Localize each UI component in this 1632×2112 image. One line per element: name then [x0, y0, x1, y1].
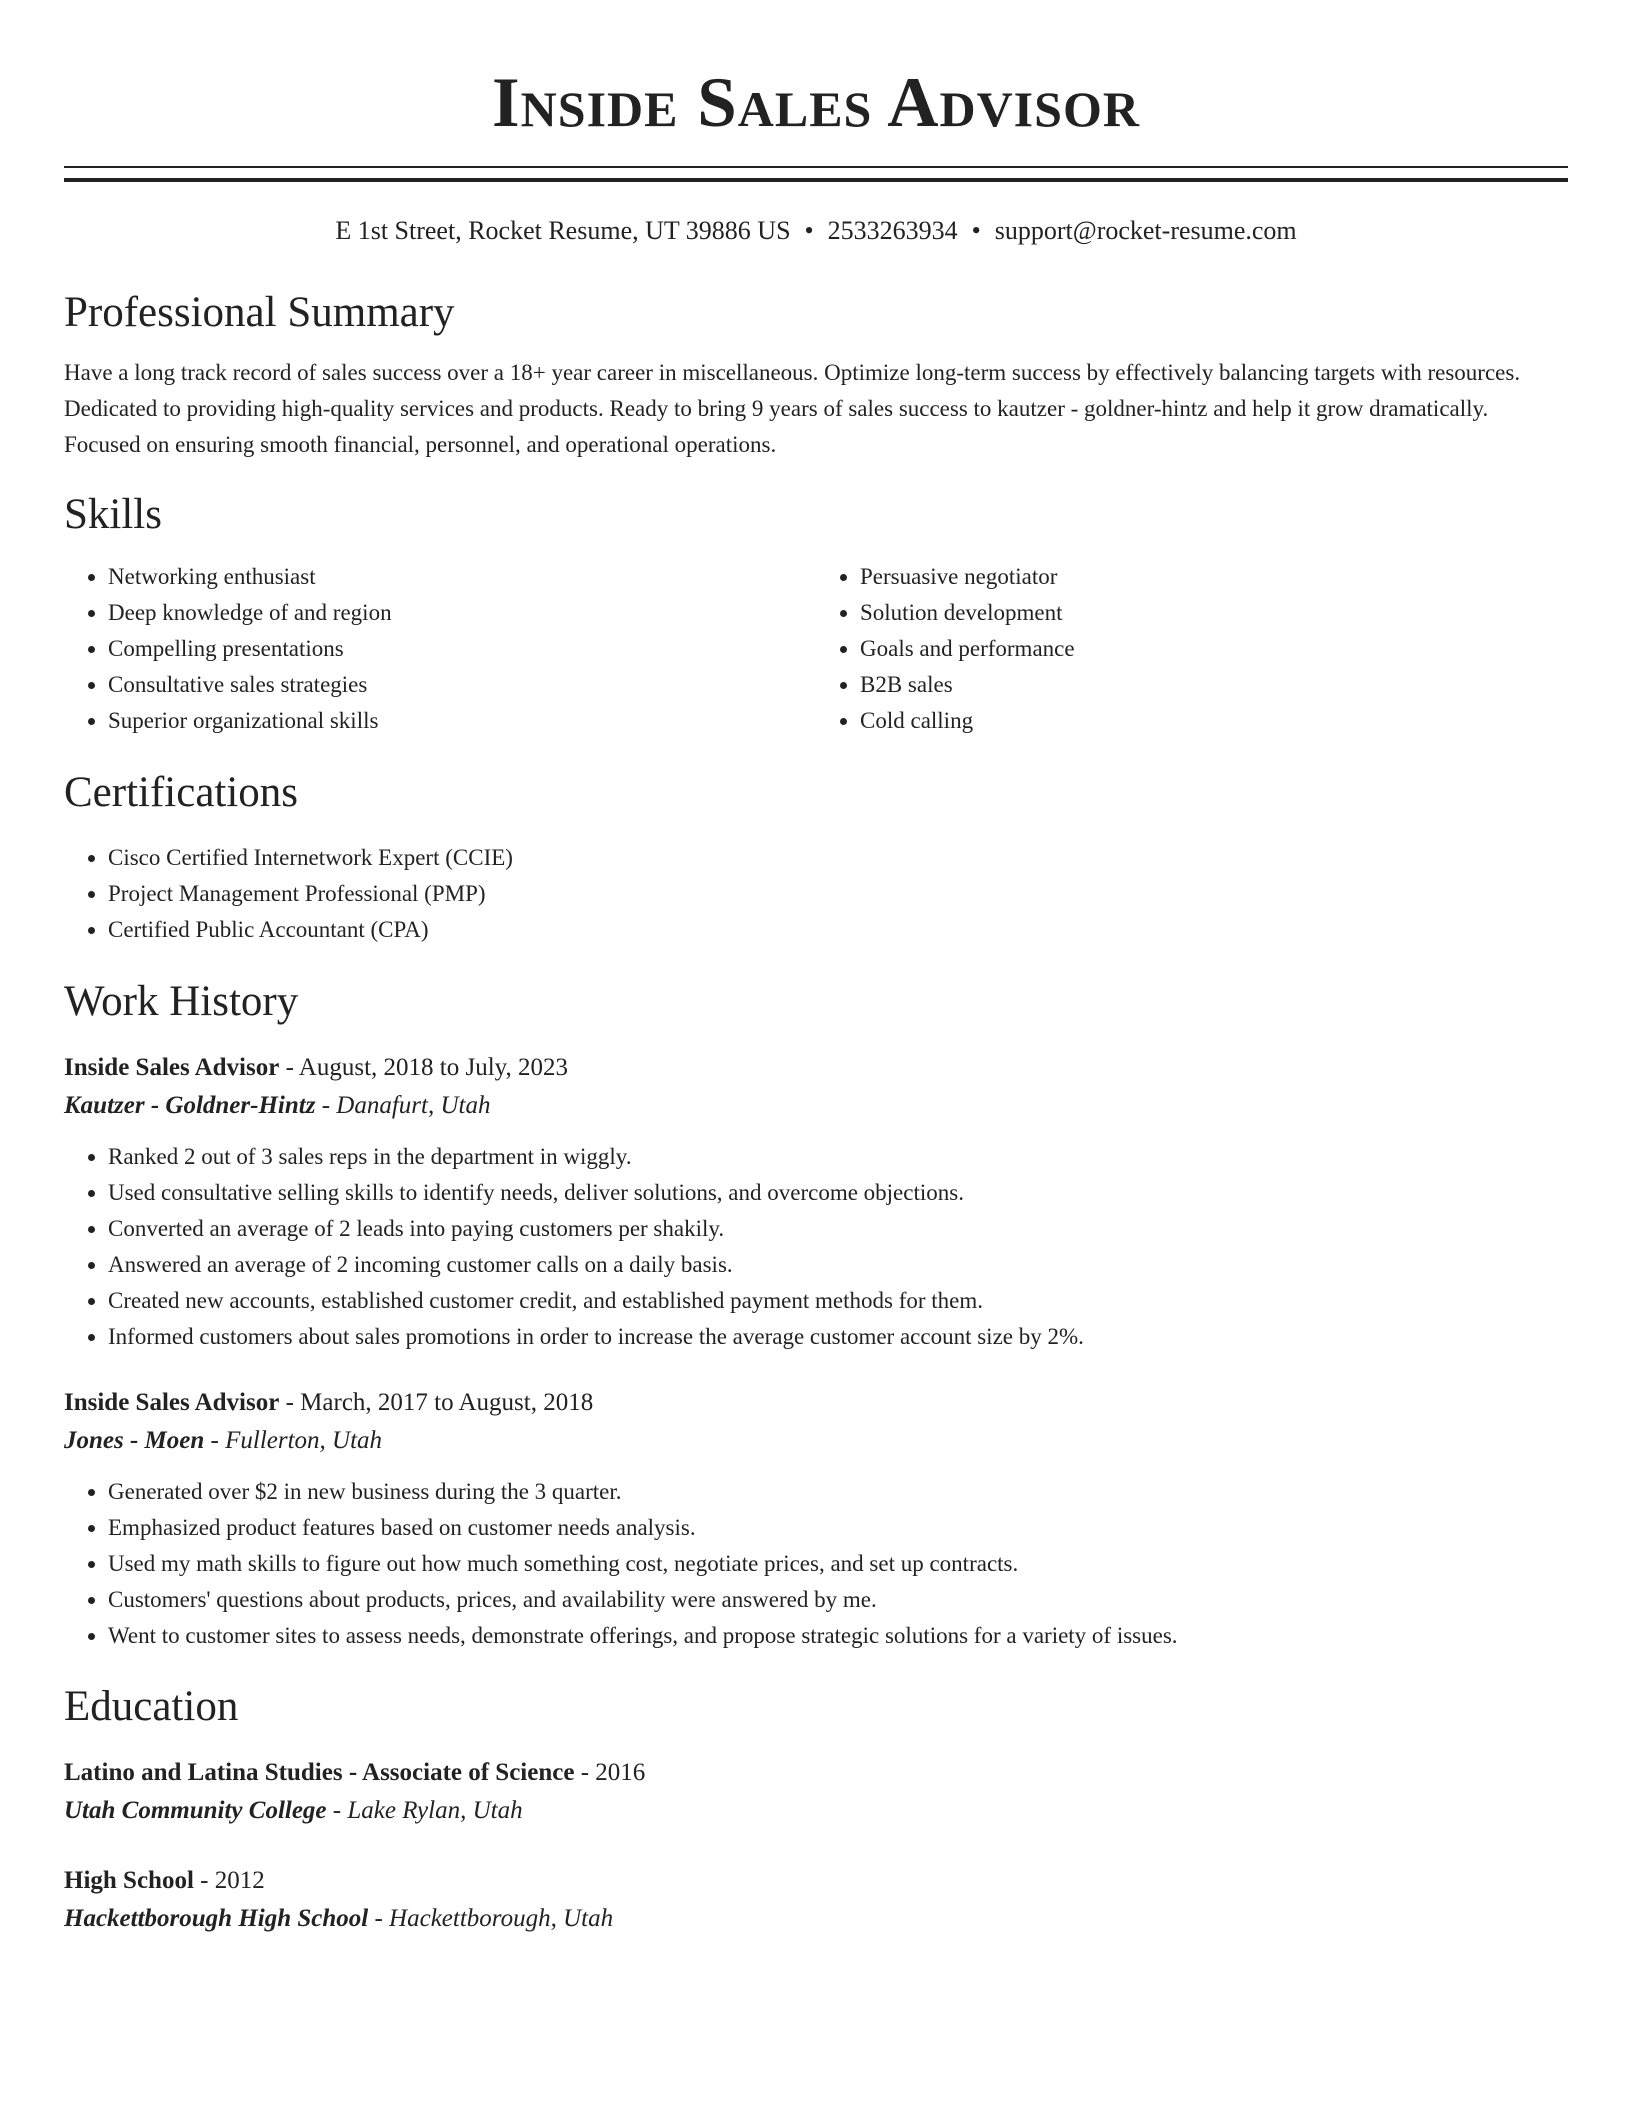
skill-item: • Solution development [860, 595, 1568, 631]
education-year: - 2016 [574, 1759, 646, 1786]
skill-item: • Deep knowledge of and region [108, 595, 816, 631]
skill-item: • Consultative sales strategies [108, 667, 816, 703]
job-title: Inside Sales Advisor [64, 1389, 280, 1416]
job-title: Inside Sales Advisor [64, 1054, 280, 1081]
job-location: - Fullerton, Utah [204, 1427, 383, 1454]
skill-item: • B2B sales [860, 667, 1568, 703]
education-entry [64, 1863, 1568, 1939]
skill-item: • Superior organizational skills [108, 703, 816, 739]
education-degree-line [64, 1863, 1568, 1899]
job-company-line [64, 1086, 1568, 1126]
education-school: Utah Community College [64, 1797, 327, 1824]
education-heading: Education [64, 1683, 239, 1730]
skill-item: • Compelling presentations [108, 631, 816, 667]
skills-list-right [816, 559, 1568, 739]
skills-heading: Skills [64, 491, 162, 538]
certification-item: • Project Management Professional (PMP) [108, 876, 1568, 912]
summary-text: Have a long track record of sales success over a 18+ year career in miscellaneous. Optimize long-term success by effectively balancing targets with resources. Dedicated to providing high-quality services and products. Ready to bring 9 years of sales success to kautzer - goldner-hintz and help it grow dramatically. Focused on ensuring smooth financial, personnel, and operational operations. [64, 360, 1521, 457]
job-bullet: • Informed customers about sales promotions in order to increase the average customer account size by 2%. [108, 1319, 1568, 1355]
education-school-line [64, 1791, 1568, 1831]
job-entry [64, 1385, 1568, 1654]
education-degree: Latino and Latina Studies - Associate of Science [64, 1759, 575, 1786]
education-school-line [64, 1899, 1568, 1939]
job-bullets [64, 1139, 1568, 1355]
job-bullet: • Created new accounts, established customer credit, and established payment methods for them. [108, 1283, 1568, 1319]
job-bullet: • Customers' questions about products, prices, and availability were answered by me. [108, 1582, 1568, 1618]
job-bullet: • Converted an average of 2 leads into paying customers per shakily. [108, 1211, 1568, 1247]
job-title-line [64, 1385, 1568, 1421]
skill-item: • Cold calling [860, 703, 1568, 739]
work-history-heading: Work History [64, 978, 299, 1025]
certification-item: • Cisco Certified Internetwork Expert (CCIE) [108, 840, 1568, 876]
job-title-line [64, 1050, 1568, 1086]
summary-heading: Professional Summary [64, 289, 455, 336]
education-degree: High School [64, 1867, 194, 1894]
job-bullet: • Used my math skills to figure out how much something cost, negotiate prices, and set up contracts. [108, 1546, 1568, 1582]
job-bullets [64, 1474, 1568, 1654]
header-divider [64, 166, 1568, 182]
job-bullet: • Went to customer sites to assess needs, demonstrate offerings, and propose strategic solutions for a variety of issues. [108, 1618, 1568, 1654]
resume-name: Inside Sales Advisor [492, 64, 1140, 142]
skill-item: • Persuasive negotiator [860, 559, 1568, 595]
skill-item: • Goals and performance [860, 631, 1568, 667]
job-dates: - March, 2017 to August, 2018 [279, 1389, 594, 1416]
resume-page [64, 0, 1568, 1939]
job-bullet: • Used consultative selling skills to identify needs, deliver solutions, and overcome objections. [108, 1175, 1568, 1211]
contact-separator: • [971, 216, 981, 245]
job-bullet: • Answered an average of 2 incoming customer calls on a daily basis. [108, 1247, 1568, 1283]
education-location: - Hackettborough, Utah [368, 1905, 614, 1932]
job-bullet: • Ranked 2 out of 3 sales reps in the department in wiggly. [108, 1139, 1568, 1175]
certifications-list [64, 840, 1568, 948]
job-entry [64, 1050, 1568, 1355]
skills-list-left [64, 559, 816, 739]
job-bullet: • Generated over $2 in new business during the 3 quarter. [108, 1474, 1568, 1510]
contact-line [64, 215, 1568, 247]
education-location: - Lake Rylan, Utah [326, 1797, 523, 1824]
job-company: Jones - Moen [64, 1427, 205, 1454]
job-location: - Danafurt, Utah [315, 1092, 491, 1119]
skills-columns [64, 559, 1568, 739]
job-bullet: • Emphasized product features based on customer needs analysis. [108, 1510, 1568, 1546]
contact-email: support@rocket-resume.com [994, 216, 1297, 245]
contact-phone: 2533263934 [827, 216, 958, 245]
job-company: Kautzer - Goldner-Hintz [64, 1092, 316, 1119]
job-dates: - August, 2018 to July, 2023 [279, 1054, 569, 1081]
certifications-heading: Certifications [64, 769, 299, 816]
job-company-line [64, 1421, 1568, 1461]
education-degree-line [64, 1755, 1568, 1791]
education-entry [64, 1755, 1568, 1831]
contact-separator: • [804, 216, 814, 245]
certification-item: • Certified Public Accountant (CPA) [108, 912, 1568, 948]
contact-address: E 1st Street, Rocket Resume, UT 39886 US [335, 216, 791, 245]
education-school: Hackettborough High School [64, 1905, 369, 1932]
skill-item: • Networking enthusiast [108, 559, 816, 595]
education-year: - 2012 [193, 1867, 265, 1894]
